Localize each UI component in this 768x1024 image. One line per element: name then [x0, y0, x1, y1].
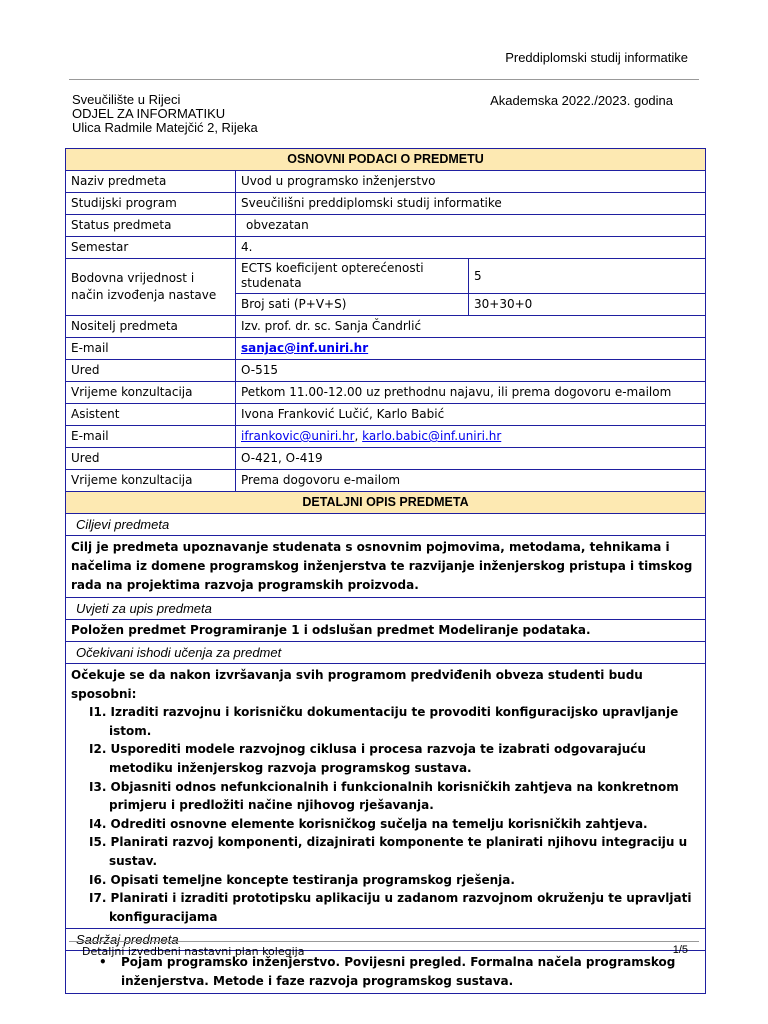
- footer-doc-title: Detaljni izvedbeni nastavni plan kolegija: [82, 945, 305, 958]
- row-label: Bodovna vrijednost i način izvođenja nastave: [66, 259, 236, 316]
- section-basic-title: OSNOVNI PODACI O PREDMETU: [66, 149, 706, 171]
- bullet-icon: •: [99, 955, 107, 970]
- email-separator: ,: [354, 429, 363, 443]
- row-label: Vrijeme konzultacija: [66, 382, 236, 404]
- table-row: [66, 316, 706, 338]
- table-row: [66, 215, 706, 237]
- assistant-office-value: O-421, O-419: [236, 448, 706, 470]
- course-info-table: [65, 148, 706, 994]
- table-row: [66, 259, 706, 294]
- content-item-text: Pojam programsko inženjerstvo. Povijesni pregled. Formalna načela programskog inženjerstva. Metode i faze razvoja programskog sustava.: [121, 955, 676, 989]
- ects-value: 5: [469, 259, 706, 294]
- assistant-email-link-1[interactable]: ifrankovic@uniri.hr: [241, 429, 355, 443]
- list-item: I2. Usporediti modele razvojnog ciklusa i procesa razvoja te izabrati odgovarajuću metodiku inženjerskog razvoja programskog sustava.: [89, 742, 646, 775]
- row-label: Naziv predmeta: [66, 171, 236, 193]
- semester-value: 4.: [236, 237, 706, 259]
- prereq-text: Položen predmet Programiranje 1 i odslušan predmet Modeliranje podataka.: [66, 620, 706, 642]
- row-label: Semestar: [66, 237, 236, 259]
- outcomes-list: [89, 703, 700, 926]
- table-row: [66, 237, 706, 259]
- table-row: [66, 360, 706, 382]
- holder-email-link[interactable]: sanjac@inf.uniri.hr: [241, 341, 369, 355]
- page-number: 1/5: [672, 944, 688, 956]
- row-label: Ured: [66, 448, 236, 470]
- academic-year: Akademska 2022./2023. godina: [490, 93, 673, 108]
- course-name-value: Uvod u programsko inženjerstvo: [236, 171, 706, 193]
- department-name: ODJEL ZA INFORMATIKU: [72, 106, 226, 121]
- holder-value: Izv. prof. dr. sc. Sanja Čandrlić: [236, 316, 706, 338]
- row-label: Status predmeta: [66, 215, 236, 237]
- goals-label: Ciljevi predmeta: [66, 514, 706, 536]
- row-label: Vrijeme konzultacija: [66, 470, 236, 492]
- row-label: Nositelj predmeta: [66, 316, 236, 338]
- office-value: O-515: [236, 360, 706, 382]
- row-label: E-mail: [66, 338, 236, 360]
- table-row: [66, 470, 706, 492]
- list-item: I3. Objasniti odnos nefunkcionalnih i funkcionalnih korisničkih zahtjeva na konkretnom primjeru i predložiti načine njihovog rješavanja.: [89, 779, 679, 813]
- row-label: E-mail: [66, 426, 236, 448]
- row-label: Asistent: [66, 404, 236, 426]
- outcomes-intro: Očekuje se da nakon izvršavanja svih programom predviđenih obveza studenti budu sposobni:: [71, 668, 643, 701]
- row-label: Ured: [66, 360, 236, 382]
- table-row: [66, 404, 706, 426]
- row-label: Studijski program: [66, 193, 236, 215]
- header-divider: [69, 79, 699, 80]
- address: Ulica Radmile Matejčić 2, Rijeka: [72, 120, 258, 135]
- list-item: I6. Opisati temeljne koncepte testiranja programskog rješenja.: [89, 872, 515, 887]
- table-row: [66, 338, 706, 360]
- assistant-email-link-2[interactable]: karlo.babic@inf.uniri.hr: [362, 429, 502, 443]
- table-row: [66, 448, 706, 470]
- outcomes-label: Očekivani ishodi učenja za predmet: [66, 642, 706, 664]
- status-value: obvezatan: [236, 215, 706, 237]
- list-item: I1. Izraditi razvojnu i korisničku dokumentaciju te provoditi konfiguracijsko upravljanje istom.: [89, 705, 679, 738]
- table-row: [66, 193, 706, 215]
- table-row: [66, 382, 706, 404]
- assistant-value: Ivona Franković Lučić, Karlo Babić: [236, 404, 706, 426]
- list-item: I7. Planirati i izraditi prototipsku aplikaciju u zadanom razvojnom okruženju te upravljati konfiguracijama: [89, 891, 692, 924]
- list-item: I4. Odrediti osnovne elemente korisničkog sučelja na temelju korisničkih zahtjeva.: [89, 816, 648, 831]
- institution-block: [72, 93, 258, 135]
- list-item: [71, 953, 700, 991]
- section-detail-title: DETALJNI OPIS PREDMETA: [66, 492, 706, 514]
- table-row: [66, 426, 706, 448]
- prereq-label: Uvjeti za upis predmeta: [66, 598, 706, 620]
- ects-label: ECTS koeficijent opterećenosti studenata: [236, 259, 469, 294]
- page-header-program: Preddiplomski studij informatike: [505, 50, 688, 65]
- hours-value: 30+30+0: [469, 294, 706, 316]
- content-label: Sadržaj predmeta: [66, 929, 706, 951]
- consult-value: Petkom 11.00-12.00 uz prethodnu najavu, ili prema dogovoru e-mailom: [236, 382, 706, 404]
- program-value: Sveučilišni preddiplomski studij informatike: [236, 193, 706, 215]
- goals-text: Cilj je predmeta upoznavanje studenata s osnovnim pojmovima, metodama, tehnikama i načelima iz domene programskog inženjerstva te razvijanje inženjerskog pristupa i timskog rada na projektima razvoja programskih proizvoda.: [66, 536, 706, 598]
- footer-divider: [69, 941, 699, 942]
- table-row: [66, 171, 706, 193]
- list-item: I5. Planirati razvoj komponenti, dizajnirati komponente te planirati njihovu integraciju u sustav.: [89, 835, 688, 868]
- hours-label: Broj sati (P+V+S): [236, 294, 469, 316]
- assistant-consult-value: Prema dogovoru e-mailom: [236, 470, 706, 492]
- university-name: Sveučilište u Rijeci: [72, 92, 181, 107]
- outcomes-cell: [66, 664, 706, 929]
